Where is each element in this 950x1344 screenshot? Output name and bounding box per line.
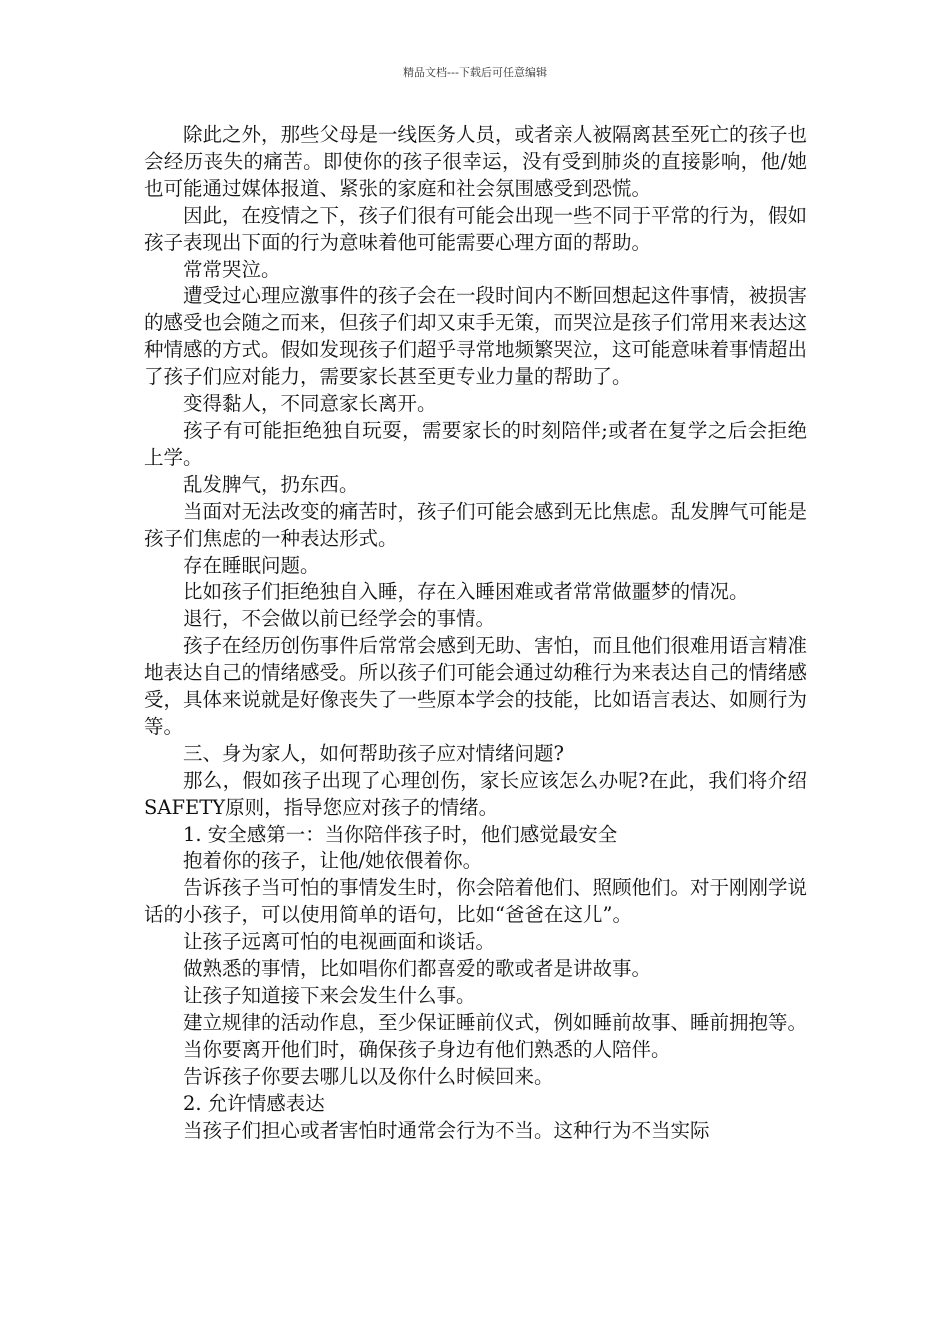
paragraph: 让孩子远离可怕的电视画面和谈话。	[183, 930, 496, 954]
paragraph: 那么，假如孩子出现了心理创伤，家长应该怎么办呢?在此，我们将介绍SAFETY原则，指导您应对孩子的情绪。	[144, 768, 807, 819]
paragraph: 除此之外，那些父母是一线医务人员，或者亲人被隔离甚至死亡的孩子也会经历丧失的痛苦。即使你的孩子很幸运，没有受到肺炎的直接影响，他/她也可能通过媒体报道、紧张的家庭和社会氛围感受到恐慌。	[144, 123, 808, 200]
paragraph: 孩子有可能拒绝独自玩耍，需要家长的时刻陪伴;或者在复学之后会拒绝上学。	[144, 418, 807, 469]
paragraph: 存在睡眠问题。	[183, 553, 320, 577]
paragraph: 当面对无法改变的痛苦时，孩子们可能会感到无比焦虑。乱发脾气可能是孩子们焦虑的一种表达形式。	[144, 499, 808, 550]
paragraph: 让孩子知道接下来会发生什么事。	[183, 984, 476, 1007]
paragraph: 告诉孩子当可怕的事情发生时，你会陪着他们、照顾他们。对于刚刚学说话的小孩子，可以使用简单的语句，比如“爸爸在这儿”。	[144, 876, 808, 927]
subsection-heading: 1. 安全感第一：当你陪伴孩子时，他们感觉最安全	[183, 822, 618, 846]
paragraph: 做熟悉的事情，比如唱你们都喜爱的歌或者是讲故事。	[183, 957, 652, 981]
paragraph: 遭受过心理应激事件的孩子会在一段时间内不断回想起这件事情，被损害的感受也会随之而来，但孩子们却又束手无策，而哭泣是孩子们常用来表达这种情感的方式。假如发现孩子们超乎寻常地频繁哭泣，这可能意味着事情超出了孩子们应对能力，需要家长甚至更专业力量的帮助了。	[144, 284, 808, 389]
paragraph: 告诉孩子你要去哪儿以及你什么时候回来。	[183, 1064, 554, 1088]
paragraph: 孩子在经历创伤事件后常常会感到无助、害怕，而且他们很难用语言精准地表达自己的情绪感受。所以孩子们可能会通过幼稚行为来表达自己的情绪感受，具体来说就是好像丧失了一些原本学会的技能，比如语言表达、如厕行为等。	[144, 634, 808, 738]
paragraph: 当你要离开他们时，确保孩子身边有他们熟悉的人陪伴。	[183, 1037, 671, 1061]
paragraph: 因此，在疫情之下，孩子们很有可能会出现一些不同于平常的行为，假如孩子表现出下面的行为意味着他可能需要心理方面的帮助。	[144, 203, 808, 254]
paragraph: 常常哭泣。	[183, 257, 281, 281]
document-body	[144, 122, 807, 1144]
paragraph: 比如孩子们拒绝独自入睡，存在入睡困难或者常常做噩梦的情况。	[183, 580, 749, 604]
paragraph: 变得黏人，不同意家长离开。	[183, 392, 437, 416]
paragraph: 乱发脾气，扔东西。	[183, 472, 359, 496]
paragraph: 建立规律的活动作息，至少保证睡前仪式，例如睡前故事、睡前拥抱等。	[183, 1010, 808, 1034]
paragraph: 当孩子们担心或者害怕时通常会行为不当。这种行为不当实际	[183, 1118, 710, 1142]
section-heading: 三、身为家人，如何帮助孩子应对情绪问题?	[183, 741, 564, 765]
paragraph: 退行，不会做以前已经学会的事情。	[183, 607, 496, 631]
page-header: 精品文档---下载后可任意编辑	[403, 66, 547, 79]
subsection-heading: 2. 允许情感表达	[183, 1091, 325, 1115]
paragraph: 抱着你的孩子，让他/她依偎着你。	[183, 849, 483, 873]
